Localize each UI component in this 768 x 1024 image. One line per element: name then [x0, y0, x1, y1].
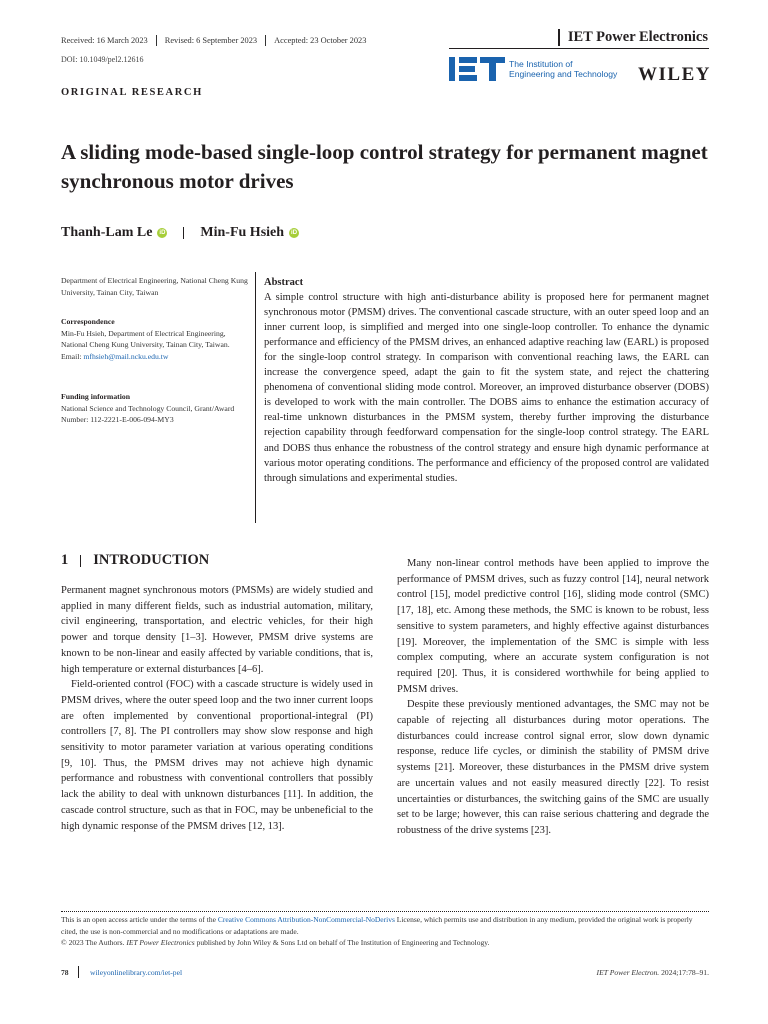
footer-divider: [78, 966, 79, 978]
license-text: [61, 914, 709, 937]
abstract-rule: [255, 272, 256, 523]
journal-url[interactable]: wileyonlinelibrary.com/iet-pel: [90, 968, 183, 977]
funding-text: National Science and Technology Council, Grant/Award Number: 112-2221-E-006-094-MY3: [61, 403, 235, 425]
correspondence-text: Min-Fu Hsieh, Department of Electrical Engineering, National Cheng Kung University, Tainan City, Taiwan.: [61, 328, 230, 350]
header-rule: [449, 48, 709, 49]
copyright-b: published by John Wiley & Sons Ltd on behalf of The Institution of Engineering and Technology.: [194, 938, 490, 947]
citation-rest: 2024;17:78–91.: [659, 968, 709, 977]
iet-logo-mark: [449, 56, 505, 82]
author-divider: [183, 227, 184, 239]
section-heading: [61, 552, 209, 569]
article-title: A sliding mode-based single-loop control strategy for permanent magnet synchronous motor drives: [61, 140, 708, 193]
paragraph: Despite these previously mentioned advantages, the SMC may not be capable of rejecting all disturbances during motor operations. The disturbances could increase control signal error, slow down dynamic response, reduce life cycles, or diminish the stability of PMSM drive systems [21]. Moreover, these disturbances in the PMSM drive system are uncertain values and not easily measured directly [22]. To resist uncertainties or disturbances, the switching gains of the SMC are usually set to be large; however, this can raise serious chattering and degrade the robustness of the drive systems [23].: [397, 699, 709, 836]
revised-date: Revised: 6 September 2023: [164, 36, 258, 45]
date-divider: [156, 35, 157, 46]
orcid-icon[interactable]: iD: [159, 230, 166, 236]
license-link[interactable]: Creative Commons Attribution-NonCommercial-NoDerivs: [217, 915, 395, 924]
abstract-heading: Abstract: [264, 277, 304, 288]
iet-logo: [449, 56, 617, 82]
right-column: [397, 556, 709, 839]
section-number: 1: [61, 552, 69, 568]
paragraph: Many non-linear control methods have been applied to improve the performance of PMSM drives, such as fuzzy control [14], neural network control [15], model predictive control [16], sliding mode control (SMC) [17, 18], etc. Among these methods, the SMC is known to be robust, less sensitive to system parameters, and highly effective against disturbances [19]. Moreover, the implementation of the SMC is simple with less complex computing, where an accurate system configuration is not required [20]. Thus, it is considered worthwhile for being applied to PMSM drives.: [397, 558, 709, 695]
orcid-icon[interactable]: iD: [291, 230, 298, 236]
iet-line1: The Institution of: [509, 59, 573, 69]
received-date: Received: 16 March 2023: [61, 36, 148, 45]
journal-divider: [558, 29, 560, 46]
publisher-logo: WILEY: [638, 64, 711, 85]
page-number: 78: [61, 968, 69, 977]
date-divider: [265, 35, 266, 46]
citation-journal: IET Power Electron.: [596, 968, 660, 977]
footnote-rule: [61, 911, 709, 912]
paragraph: Permanent magnet synchronous motors (PMSMs) are widely studied and applied in many different fields, such as industrial automation, military, civil engineering, transportation, and electric vehicles, for their high power and torque density [1–3]. However, PMSM drive systems are known to be non-linear and easily affected by variable conditions, that is, high temperature or external disturbances [4–6].: [61, 585, 373, 675]
article-type: ORIGINAL RESEARCH: [61, 87, 203, 98]
affiliation: Department of Electrical Engineering, National Cheng Kung University, Tainan City, Taiwan: [61, 276, 248, 297]
license-prefix: This is an open access article under the terms of the: [61, 915, 218, 924]
copyright-journal: IET Power Electronics: [126, 938, 195, 947]
funding: [61, 391, 251, 426]
accepted-date: Accepted: 23 October 2023: [274, 36, 367, 45]
email-label: Email:: [61, 351, 84, 361]
copyright-a: © 2023 The Authors.: [61, 938, 127, 947]
iet-line2: Engineering and Technology: [509, 69, 618, 79]
email-line: [61, 351, 251, 363]
author-name: Min-Fu Hsieh: [200, 225, 285, 240]
citation: [597, 968, 709, 977]
author-name: Thanh-Lam Le: [61, 225, 153, 240]
abstract-text: A simple control structure with high anti-disturbance ability is proposed here for permanent magnet synchronous motor (PMSM) drives. The conventional cascade structure, with an outer speed loop and an inner current loop, is simplified and merged into one single-loop controller. To enhance the dynamic performance and efficiency of the PMSM drives, an enhanced adaptive reaching law (EARL) is proposed for the single-loop control strategy. In comparison with conventional reaching laws, the EARL can increase the convergence speed, adapt the gain to fit the system state, and reject the chattering phenomena of conventional sliding mode control. Moreover, an improved disturbance observer (DOBS) is developed to work with the main controller. The DOBS aims to enhance the estimation accuracy of real-time unknown disturbances in the PMSM system, thereby further improving the disturbance rejection capability through feedforward compensation for the single-loop control strategy. The EARL and DOBS thus enhance the robustness of the control strategy and ensure high dynamic performance at various motor operating conditions. The performance and efficiency of the proposed control are validated through simulations and experimental studies.: [264, 292, 709, 484]
article-dates: [61, 35, 366, 46]
correspondence: [61, 316, 251, 362]
doi: DOI: 10.1049/pel2.12616: [61, 55, 144, 64]
funding-heading: Funding information: [61, 392, 130, 401]
journal-name: [558, 29, 708, 46]
left-column: [61, 583, 373, 834]
email-link[interactable]: mfhsieh@mail.ncku.edu.tw: [83, 351, 169, 361]
iet-logo-text: [509, 59, 617, 79]
author-list: [61, 225, 299, 241]
journal-title: IET Power Electronics: [567, 29, 708, 45]
paragraph: Field-oriented control (FOC) with a cascade structure is widely used in PMSM drives, where the outer speed loop and the two inner current loops are often implemented by conventional proportional-integral (PI) controllers [7, 8]. The PI controllers may show slow response and high sensitivity to motor parameter variation at various operating conditions [9, 10]. Thus, the PMSM drives may not achieve high dynamic performance and robustness with conventional controllers that possibly lack the ability to deal with unknown disturbances [11]. In addition, the cascade control structure, such as that in FOC, may be unbeneficial to the high dynamic response of the PMSM drives [12, 13].: [61, 679, 373, 832]
correspondence-heading: Correspondence: [61, 317, 115, 326]
license-footnote: [61, 914, 709, 949]
license-suffix: License, which permits use and distribution in any medium, provided the original work is properly cited, the use is non-commercial and no modifications or adaptations are made.: [61, 915, 693, 936]
section-title: INTRODUCTION: [93, 552, 210, 568]
abstract: [264, 275, 709, 486]
section-divider: [80, 555, 81, 567]
copyright-text: [61, 937, 709, 949]
